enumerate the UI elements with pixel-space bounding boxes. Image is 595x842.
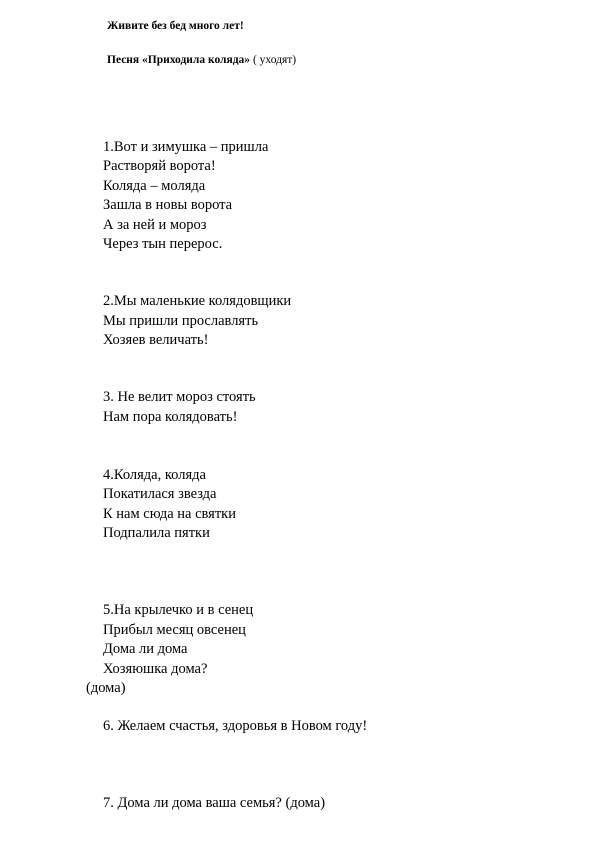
verse-line: Покатилася звезда <box>103 486 217 502</box>
verse-line: А за ней и мороз <box>103 217 207 233</box>
verse-line: Через тын перерос. <box>103 236 223 252</box>
verse-line: Нам пора колядовать! <box>103 409 238 425</box>
verse-line: Мы пришли прославлять <box>103 313 259 329</box>
verse-line: 7. Дома ли дома ваша семья? (дома) <box>103 795 326 811</box>
wish-line: Живите без бед много лет! <box>107 20 244 32</box>
verse-line: Подпалила пятки <box>103 525 210 541</box>
verse-line: Хозяюшка дома? <box>103 661 208 677</box>
verse-line: Коляда – моляда <box>103 178 206 194</box>
verse-line: 2.Мы маленькие колядовщики <box>103 293 292 309</box>
verse-line: К нам сюда на святки <box>103 506 236 522</box>
audience-response: (дома) <box>86 680 126 696</box>
song-title: Песня «Приходила коляда» <box>107 54 251 66</box>
verse-line: 6. Желаем счастья, здоровья в Новом году! <box>103 718 368 734</box>
song-stage-note: ( уходят) <box>250 54 297 66</box>
verse-line: Растворяй ворота! <box>103 158 216 174</box>
verse-line: Дома ли дома <box>103 641 188 657</box>
verse-line: Зашла в новы ворота <box>103 197 233 213</box>
verse-line: Хозяев величать! <box>103 332 209 348</box>
verse-line: 3. Не велит мороз стоять <box>103 389 256 405</box>
verse-line: 5.На крылечко и в сенец <box>103 602 254 618</box>
verse-line: Прибыл месяц овсенец <box>103 622 246 638</box>
verse-line: 4.Коляда, коляда <box>103 467 206 483</box>
song-title-line <box>107 55 296 67</box>
verse-line: 1.Вот и зимушка – пришла <box>103 139 269 155</box>
